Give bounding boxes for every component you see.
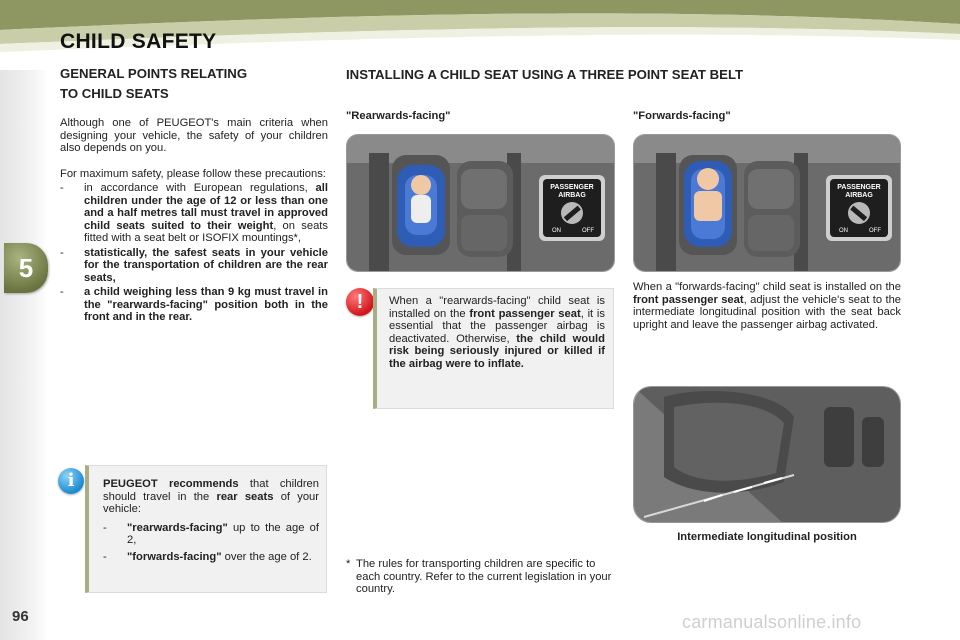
airbag-label-line2: AIRBAG	[845, 192, 873, 199]
list-item: - statistically, the safest seats in your vehicle for the transportation of children are the rear seats,	[60, 246, 328, 284]
side-strip	[0, 70, 48, 640]
forwards-facing-image	[633, 134, 901, 272]
warning-icon: !	[346, 288, 374, 316]
general-points-section	[60, 64, 328, 324]
general-intro2: For maximum safety, please follow these precautions:	[60, 167, 326, 180]
seat-position-image	[633, 386, 901, 523]
airbag-on-label: ON	[552, 228, 561, 234]
page-number: 96	[12, 608, 29, 625]
airbag-label-line2: AIRBAG	[558, 192, 586, 199]
chapter-tab[interactable]	[4, 243, 48, 293]
chapter-number: 5	[18, 252, 34, 283]
list-item: - a child weighing less than 9 kg must travel in the "rearwards-facing" position both in the front and in the rear.	[60, 286, 328, 323]
general-heading-line2: TO CHILD SEATS	[60, 86, 169, 101]
watermark: carmanualsonline.info	[682, 612, 862, 632]
list-item: - "rearwards-facing" up to the age of 2,	[103, 521, 319, 546]
footnote: * The rules for transporting children are specific to each country. Refer to the current legislation in your country.	[346, 558, 612, 595]
airbag-off-label: OFF	[582, 228, 594, 234]
info-text: PEUGEOT recommends that children should travel in the rear seats of your vehicle:	[103, 478, 320, 515]
page-title: CHILD SAFETY	[60, 30, 217, 53]
warning-box	[373, 288, 614, 409]
airbag-off-label: OFF	[869, 228, 881, 234]
list-item: - "forwards-facing" over the age of 2.	[103, 550, 312, 563]
airbag-label-line1: PASSENGER	[837, 184, 881, 191]
forwards-label: "Forwards-facing"	[633, 110, 731, 122]
installing-heading: INSTALLING A CHILD SEAT USING A THREE POINT SEAT BELT	[346, 67, 744, 82]
rearwards-label: "Rearwards-facing"	[346, 110, 451, 122]
rearwards-facing-image	[346, 134, 615, 272]
airbag-on-label: ON	[839, 228, 848, 234]
airbag-label-line1: PASSENGER	[550, 184, 594, 191]
general-heading-line1: GENERAL POINTS RELATING	[60, 66, 248, 81]
precautions-list	[60, 182, 328, 324]
seat-position-caption: Intermediate longitudinal position	[677, 531, 857, 543]
info-icon: i	[58, 468, 84, 494]
warning-text: When a "rearwards-facing" child seat is installed on the front passenger seat, it is essential that the passenger airbag is deactivated. Otherwise, the child would risk being seriously injured or killed if the airbag were to inflate.	[389, 295, 606, 370]
info-box	[85, 465, 327, 593]
forwards-instructions: When a "forwards-facing" child seat is installed on the front passenger seat, adjust the vehicle's seat to the intermediate longitudinal position with the seat back upright and leave the passenger airbag activated.	[633, 281, 902, 331]
list-item: - in accordance with European regulations, all children under the age of 12 or less than one and a half metres tall must travel in approved child seats suited to their weight, on seats fitted with a seat belt or ISOFIX mountings*,	[60, 182, 328, 244]
general-intro: Although one of PEUGEOT's main criteria when designing your vehicle, the safety of your children also depends on you.	[60, 117, 328, 154]
